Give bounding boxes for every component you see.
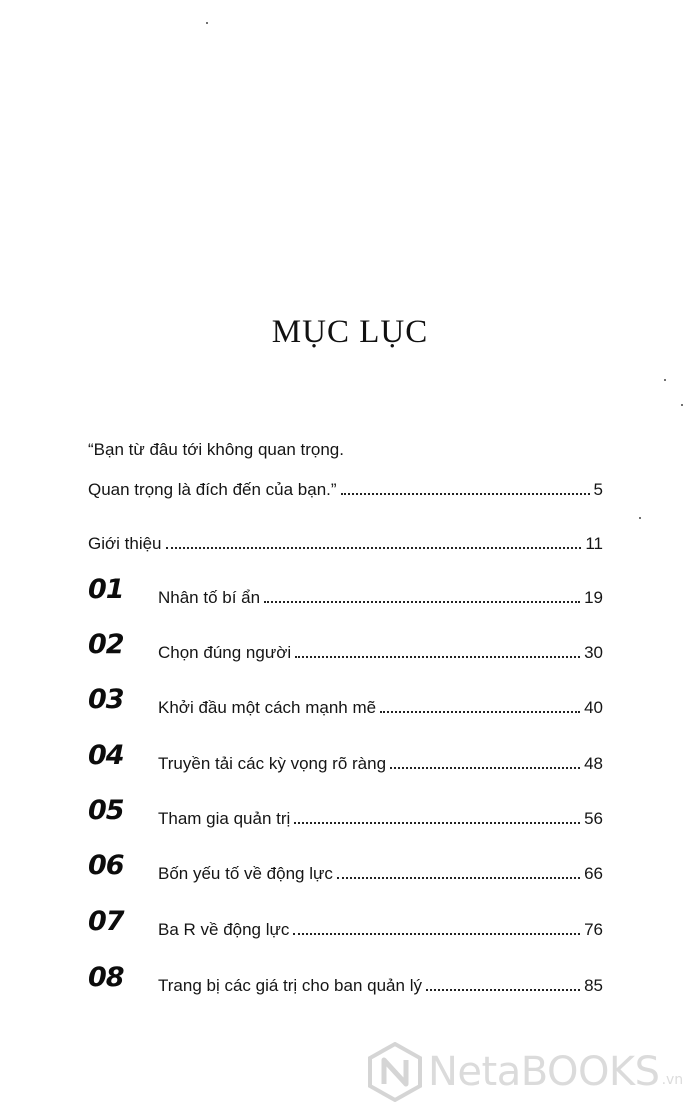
scan-speck bbox=[681, 404, 683, 406]
toc-entry-chapter-5 bbox=[158, 801, 603, 829]
page-number: 56 bbox=[584, 809, 603, 828]
chapter-title: Nhân tố bí ẩn bbox=[158, 588, 261, 607]
toc-entry-chapter-7 bbox=[158, 912, 603, 940]
netabooks-watermark bbox=[368, 1042, 688, 1102]
chapter-number: 02 bbox=[88, 629, 124, 660]
scan-speck bbox=[639, 517, 641, 519]
page-number: 30 bbox=[584, 643, 603, 662]
leader-dots bbox=[264, 601, 580, 603]
toc-entry-chapter-6 bbox=[158, 856, 603, 884]
toc-entry-chapter-3 bbox=[158, 690, 603, 718]
toc-entry-chapter-1 bbox=[158, 580, 603, 608]
chapter-title: Chọn đúng người bbox=[158, 643, 292, 662]
page-number: 5 bbox=[593, 480, 603, 499]
epigraph-line-1 bbox=[88, 432, 603, 460]
scan-speck bbox=[664, 379, 666, 381]
netabooks-logo-icon bbox=[368, 1042, 422, 1102]
toc-entry-chapter-4 bbox=[158, 746, 603, 774]
toc-entry-chapter-2 bbox=[158, 635, 603, 663]
page-number: 11 bbox=[585, 534, 603, 553]
leader-dots bbox=[294, 822, 580, 824]
watermark-suffix: .vn bbox=[661, 1072, 684, 1088]
chapter-title: Bốn yếu tố về động lực bbox=[158, 864, 333, 883]
page-title: MỤC LỤC bbox=[271, 314, 429, 350]
page-number: 19 bbox=[584, 588, 603, 607]
epigraph-text-2: Quan trọng là đích đến của bạn.” bbox=[88, 480, 337, 499]
page-number: 76 bbox=[584, 920, 603, 939]
page-number: 40 bbox=[584, 698, 603, 717]
leader-dots bbox=[293, 933, 580, 935]
leader-dots bbox=[390, 767, 580, 769]
chapter-title: Khởi đầu một cách mạnh mẽ bbox=[158, 698, 377, 717]
toc-entry-intro bbox=[88, 526, 603, 554]
leader-dots bbox=[166, 547, 582, 549]
chapter-title: Tham gia quản trị bbox=[158, 809, 291, 828]
page-number: 48 bbox=[584, 754, 603, 773]
chapter-number: 05 bbox=[88, 795, 124, 826]
chapter-number: 08 bbox=[88, 962, 124, 993]
intro-label: Giới thiệu bbox=[88, 534, 162, 553]
chapter-title: Trang bị các giá trị cho ban quản lý bbox=[158, 976, 422, 995]
chapter-title: Ba R về động lực bbox=[158, 920, 290, 939]
chapter-number: 01 bbox=[88, 574, 124, 605]
toc-entry-chapter-8 bbox=[158, 968, 603, 996]
chapter-title: Truyền tải các kỳ vọng rõ ràng bbox=[158, 754, 387, 773]
leader-dots bbox=[380, 711, 580, 713]
chapter-number: 03 bbox=[88, 684, 124, 715]
toc-entry-epigraph bbox=[88, 472, 603, 500]
chapter-number: 07 bbox=[88, 906, 124, 937]
leader-dots bbox=[341, 493, 590, 495]
leader-dots bbox=[337, 877, 580, 879]
leader-dots bbox=[295, 656, 580, 658]
watermark-brand: NetaBOOKS bbox=[428, 1049, 660, 1095]
leader-dots bbox=[426, 989, 580, 991]
chapter-number: 06 bbox=[88, 850, 124, 881]
chapter-number: 04 bbox=[88, 740, 124, 771]
page-number: 66 bbox=[584, 864, 603, 883]
page-number: 85 bbox=[584, 976, 603, 995]
epigraph-text-1: “Bạn từ đâu tới không quan trọng. bbox=[88, 440, 344, 459]
scan-speck bbox=[206, 22, 208, 24]
